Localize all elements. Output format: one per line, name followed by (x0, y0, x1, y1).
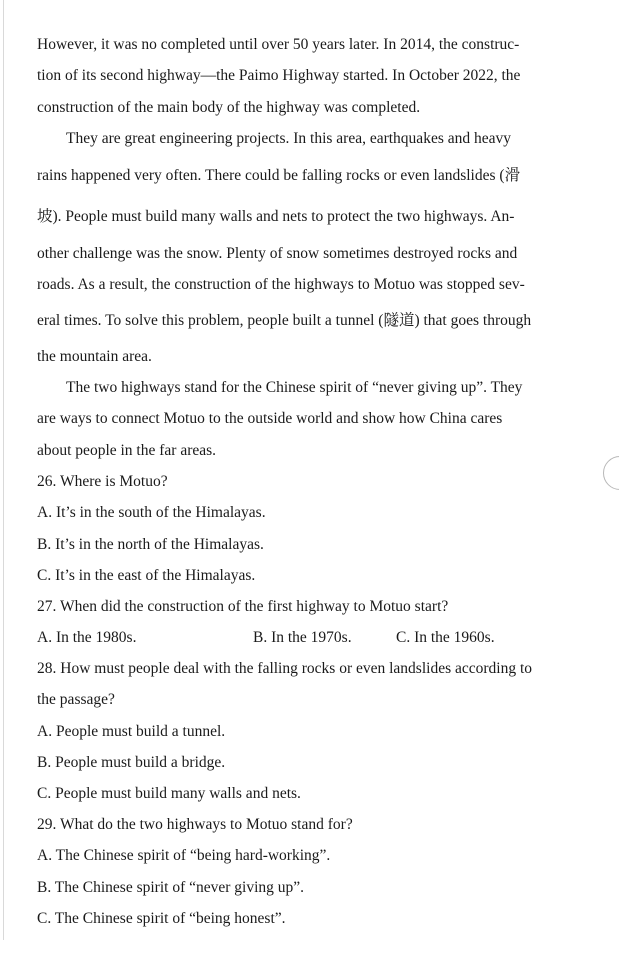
passage-line: tion of its second highway—the Paimo Highway started. In October 2022, the (37, 67, 521, 84)
answer-option: A. People must build a tunnel. (37, 723, 226, 740)
question-stem: the passage? (37, 691, 115, 708)
answer-option: B. It’s in the north of the Himalayas. (37, 536, 264, 553)
circle-handle-icon[interactable] (603, 456, 619, 490)
answer-option: A. In the 1980s. (37, 629, 137, 646)
passage-line: the mountain area. (37, 348, 152, 365)
passage-line: roads. As a result, the construction of the highways to Motuo was stopped sev- (37, 276, 525, 293)
answer-option: A. It’s in the south of the Himalayas. (37, 504, 266, 521)
answer-option: C. It’s in the east of the Himalayas. (37, 567, 256, 584)
answer-option: C. People must build many walls and nets. (37, 785, 301, 802)
answer-option: A. The Chinese spirit of “being hard-working”. (37, 847, 331, 864)
passage-line: are ways to connect Motuo to the outside world and show how China cares (37, 410, 503, 427)
answer-option: B. People must build a bridge. (37, 754, 226, 771)
passage-line: eral times. To solve this problem, people built a tunnel (隧道) that goes through (37, 312, 532, 329)
passage-line: rains happened very often. There could be falling rocks or even landslides (滑 (37, 167, 521, 184)
answer-option: C. In the 1960s. (396, 629, 495, 646)
answer-option: B. The Chinese spirit of “never giving up”. (37, 879, 305, 896)
question-stem: 29. What do the two highways to Motuo stand for? (37, 816, 353, 833)
passage-line: about people in the far areas. (37, 442, 217, 459)
passage-line: construction of the main body of the highway was completed. (37, 99, 421, 116)
passage-line: other challenge was the snow. Plenty of snow sometimes destroyed rocks and (37, 245, 518, 262)
passage-line: However, it was no completed until over 50 years later. In 2014, the construc- (37, 36, 520, 53)
page-left-border (3, 0, 4, 940)
passage-line: The two highways stand for the Chinese spirit of “never giving up”. They (66, 379, 523, 396)
question-stem: 27. When did the construction of the first highway to Motuo start? (37, 598, 449, 615)
question-stem: 28. How must people deal with the falling rocks or even landslides according to (37, 660, 533, 677)
answer-option: C. The Chinese spirit of “being honest”. (37, 910, 286, 927)
passage-line: 坡). People must build many walls and nets to protect the two highways. An- (37, 208, 515, 225)
question-stem: 26. Where is Motuo? (37, 473, 168, 490)
passage-line: They are great engineering projects. In this area, earthquakes and heavy (66, 130, 511, 147)
answer-option: B. In the 1970s. (253, 629, 352, 646)
